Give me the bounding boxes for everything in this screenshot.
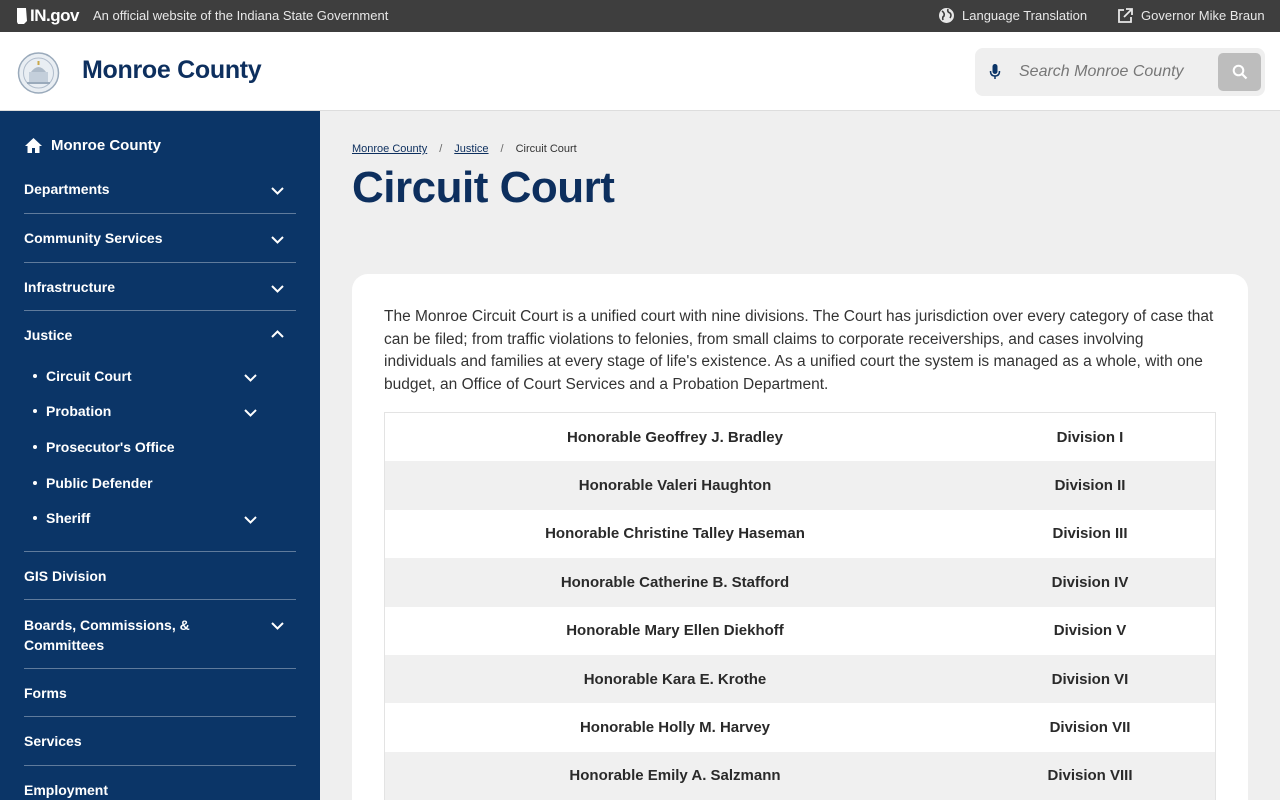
divider	[24, 551, 296, 552]
chevron-down-icon[interactable]	[271, 236, 284, 244]
breadcrumb-link-monroe-county[interactable]: Monroe County	[352, 143, 428, 155]
logo-text: IN.gov	[30, 6, 79, 25]
divider	[24, 716, 296, 717]
divider	[24, 765, 296, 766]
bullet-icon	[33, 409, 37, 413]
chevron-down-icon[interactable]	[271, 187, 284, 195]
sidebar-item-label: Forms	[24, 685, 67, 701]
sidebar-nav	[0, 111, 320, 800]
divider	[24, 213, 296, 214]
sidebar-home-link[interactable]	[24, 137, 161, 154]
judge-division: Division I	[1056, 428, 1124, 446]
chevron-down-icon[interactable]	[271, 285, 284, 293]
sidebar-item-label: Services	[24, 733, 82, 749]
sidebar-subitem-label: Circuit Court	[46, 368, 132, 384]
bullet-icon	[33, 374, 37, 378]
governor-label: Governor Mike Braun	[1141, 8, 1265, 23]
governor-link[interactable]	[1117, 7, 1265, 24]
judge-name: Honorable Valeri Haughton	[578, 477, 772, 495]
bullet-icon	[33, 516, 37, 520]
sidebar-subitem-label: Probation	[46, 403, 112, 419]
judge-division: Division II	[1054, 477, 1126, 495]
table-row	[385, 703, 1215, 751]
external-link-icon	[1117, 7, 1134, 24]
breadcrumb	[352, 143, 577, 155]
divider	[24, 310, 296, 311]
sidebar-subitem-label: Sheriff	[46, 510, 91, 526]
bullet-icon	[33, 481, 37, 485]
table-row	[385, 461, 1215, 509]
sidebar-item-label: Justice	[24, 327, 73, 343]
divider	[24, 262, 296, 263]
search-icon	[1232, 64, 1248, 80]
globe-icon	[938, 7, 955, 24]
sidebar-item-boards-commissions[interactable]	[24, 615, 194, 655]
sidebar-subitem-label: Public Defender	[46, 475, 153, 491]
sidebar-home-label: Monroe County	[51, 137, 161, 154]
judge-name: Honorable Emily A. Salzmann	[569, 767, 781, 785]
microphone-icon[interactable]	[989, 63, 1001, 81]
sidebar-item-label: Employment	[24, 782, 109, 798]
sidebar-item-label: Boards, Commissions, & Committees	[24, 617, 190, 653]
judge-name: Honorable Geoffrey J. Bradley	[567, 428, 783, 446]
table-row	[385, 510, 1215, 558]
search-bar	[975, 48, 1265, 96]
judge-name: Honorable Holly M. Harvey	[579, 719, 771, 737]
table-row	[385, 655, 1215, 703]
table-row	[385, 558, 1215, 606]
in-gov-logo[interactable]	[16, 6, 79, 26]
sidebar-item-label: Community Services	[24, 230, 163, 246]
sidebar-item-departments[interactable]	[24, 181, 296, 197]
judge-name: Honorable Catherine B. Stafford	[560, 573, 790, 591]
judge-division: Division VII	[1049, 719, 1131, 737]
search-button[interactable]	[1218, 53, 1261, 91]
sidebar-item-forms[interactable]	[24, 685, 296, 701]
chevron-down-icon[interactable]	[271, 622, 284, 630]
judge-division: Division VI	[1051, 670, 1129, 688]
sidebar-item-label: Infrastructure	[24, 279, 116, 295]
judge-name: Honorable Kara E. Krothe	[583, 670, 767, 688]
breadcrumb-current: Circuit Court	[515, 143, 577, 155]
language-label: Language Translation	[962, 8, 1088, 23]
judge-division: Division III	[1052, 525, 1128, 543]
judge-division: Division V	[1053, 622, 1127, 640]
sidebar-item-community-services[interactable]	[24, 230, 296, 246]
sidebar-item-infrastructure[interactable]	[24, 279, 296, 295]
chevron-up-icon[interactable]	[271, 330, 284, 338]
table-row	[385, 413, 1215, 461]
chevron-down-icon[interactable]	[244, 374, 257, 382]
judge-name: Honorable Mary Ellen Diekhoff	[566, 622, 784, 640]
site-header	[0, 32, 1280, 111]
judge-division: Division IV	[1051, 573, 1129, 591]
sidebar-subitem-prosecutors-office[interactable]	[33, 439, 265, 455]
top-bar	[0, 0, 1280, 32]
sidebar-subitem-probation[interactable]	[33, 403, 265, 419]
sidebar-subitem-public-defender[interactable]	[33, 475, 265, 491]
sidebar-item-justice[interactable]	[24, 327, 296, 343]
sidebar-subitem-circuit-court[interactable]	[33, 368, 265, 384]
county-seal-icon[interactable]	[15, 52, 62, 94]
sidebar-subitem-label: Prosecutor's Office	[46, 439, 175, 455]
sidebar-item-gis-division[interactable]	[24, 568, 296, 584]
search-input[interactable]	[1019, 60, 1199, 84]
breadcrumb-link-justice[interactable]: Justice	[454, 143, 489, 155]
judge-division: Division VIII	[1047, 767, 1133, 785]
table-row	[385, 752, 1215, 800]
home-icon	[24, 137, 43, 154]
bullet-icon	[33, 445, 37, 449]
chevron-down-icon[interactable]	[244, 516, 257, 524]
chevron-down-icon[interactable]	[244, 409, 257, 417]
sidebar-subitem-sheriff[interactable]	[33, 510, 265, 526]
site-title[interactable]: Monroe County	[82, 56, 262, 84]
sidebar-item-label: Departments	[24, 181, 110, 197]
sidebar-item-employment[interactable]	[24, 782, 296, 798]
language-translation-link[interactable]	[938, 7, 1087, 24]
judge-name: Honorable Christine Talley Haseman	[545, 525, 805, 543]
page-title: Circuit Court	[352, 163, 615, 212]
divider	[24, 668, 296, 669]
divider	[24, 599, 296, 600]
judges-table	[384, 412, 1216, 800]
official-site-text: An official website of the Indiana State Government	[93, 8, 389, 23]
sidebar-item-services[interactable]	[24, 733, 296, 749]
intro-paragraph: The Monroe Circuit Court is a unified court with nine divisions. The Court has jurisdiction over every category of case that can be filed; from traffic violations to felonies, from small claims to corporate receiverships, and cases involving individuals and families at every stage of life's existence. As a unified court the system is managed as a whole, with one budget, an Office of Court Services and a Probation Department.	[384, 308, 1214, 394]
content-card	[352, 274, 1248, 800]
breadcrumb-separator: /	[500, 143, 504, 155]
sidebar-item-label: GIS Division	[24, 568, 107, 584]
indiana-state-icon	[16, 7, 28, 25]
breadcrumb-separator: /	[439, 143, 443, 155]
table-row	[385, 607, 1215, 655]
